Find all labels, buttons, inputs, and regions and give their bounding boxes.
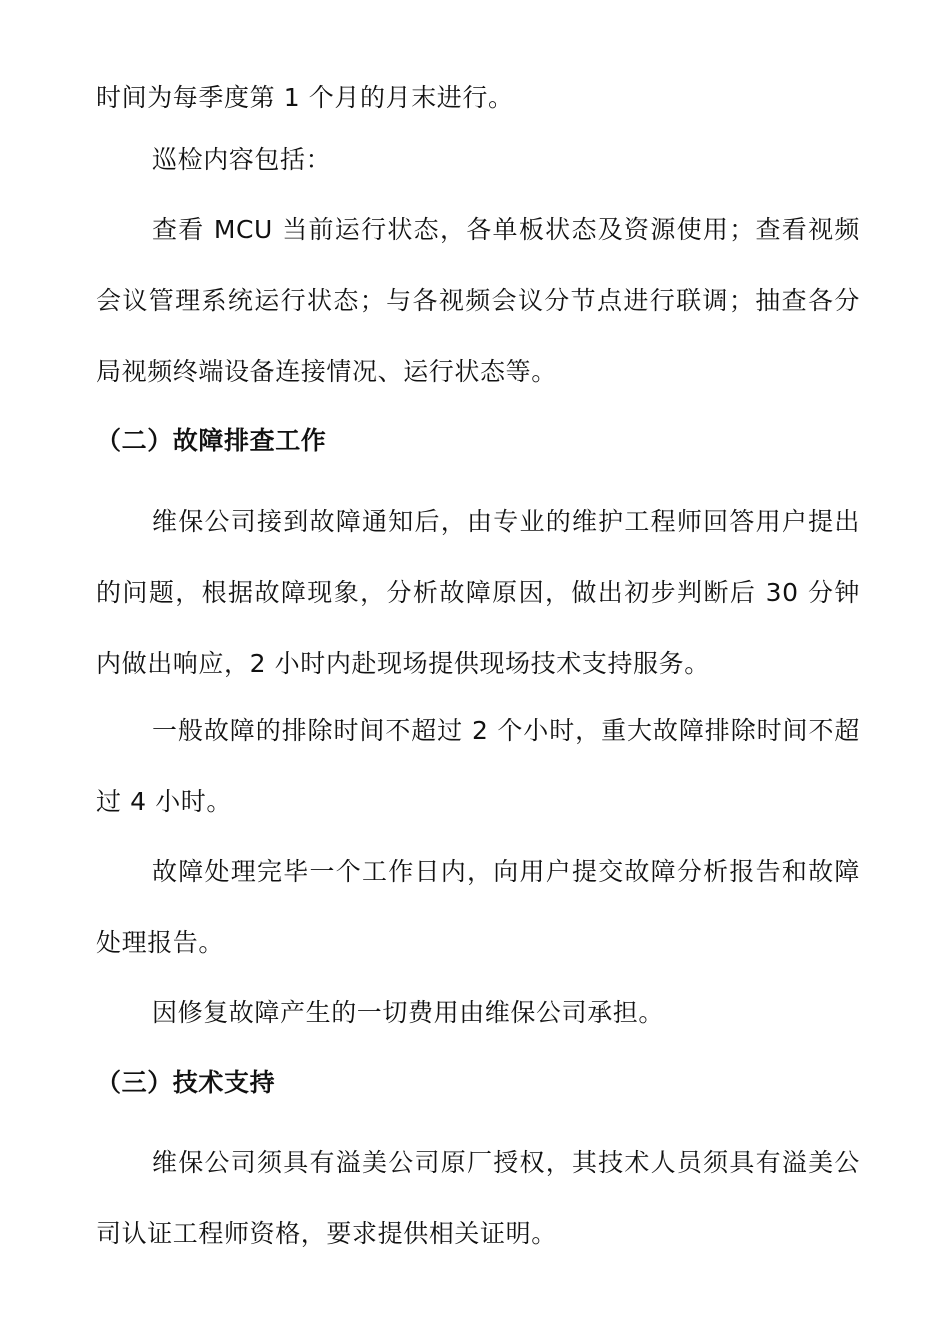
paragraph-fault-resolution-time: 一般故障的排除时间不超过 2 个小时，重大故障排除时间不超过 4 小时。 xyxy=(96,716,860,816)
paragraph-inspection-time: 时间为每季度第 1 个月的月末进行。 xyxy=(96,83,514,112)
paragraph-authorization: 维保公司须具有溢美公司原厂授权，其技术人员须具有溢美公司认证工程师资格，要求提供相关证明。 xyxy=(96,1148,860,1248)
section-heading-tech-support: （三）技术支持 xyxy=(96,1068,276,1097)
paragraph-inspection-content-intro: 巡检内容包括： xyxy=(152,145,332,174)
paragraph-fault-response: 维保公司接到故障通知后，由专业的维护工程师回答用户提出的问题，根据故障现象，分析故障原因，做出初步判断后 30 分钟内做出响应，2 小时内赴现场提供现场技术支持服务。 xyxy=(96,507,860,678)
paragraph-fault-report: 故障处理完毕一个工作日内，向用户提交故障分析报告和故障处理报告。 xyxy=(96,857,860,957)
section-heading-troubleshooting: （二）故障排查工作 xyxy=(96,426,327,455)
paragraph-inspection-items: 查看 MCU 当前运行状态，各单板状态及资源使用；查看视频会议管理系统运行状态；与各视频会议分节点进行联调；抽查各分局视频终端设备连接情况、运行状态等。 xyxy=(96,215,860,386)
paragraph-repair-costs: 因修复故障产生的一切费用由维保公司承担。 xyxy=(152,998,665,1027)
